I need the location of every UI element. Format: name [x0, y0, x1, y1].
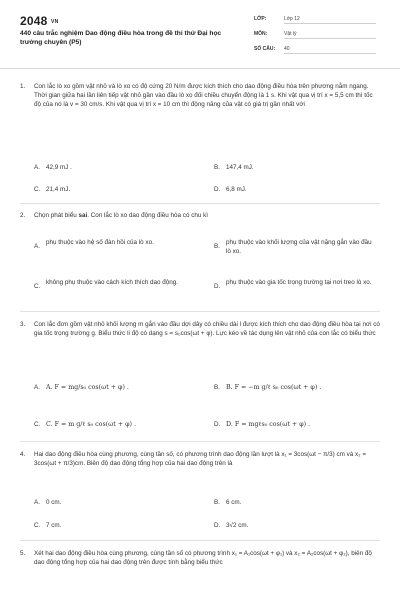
question-text-emphasis: sai [78, 212, 88, 219]
question-number: 4. [20, 451, 26, 458]
meta-label: SỐ CÂU: [254, 46, 276, 52]
option-3a[interactable] [34, 383, 209, 392]
option-letter: B. [214, 243, 220, 250]
question-number: 5. [20, 550, 26, 557]
question-2 [20, 211, 380, 220]
question-4 [20, 450, 380, 468]
option-1a[interactable] [34, 163, 194, 172]
document-title: 440 câu trắc nghiệm Dao động điều hòa trong đề thi thử Đại học trường chuyên (P5) [20, 30, 222, 46]
option-letter: A. [34, 243, 40, 250]
option-letter: B. [214, 164, 220, 171]
option-2d[interactable] [214, 278, 374, 290]
option-letter: D. [214, 522, 221, 529]
question-text [34, 211, 380, 220]
meta-label: MÔN: [254, 31, 268, 37]
question-5 [20, 549, 380, 567]
option-text: 6,8 mJ. [226, 186, 247, 193]
option-1b[interactable] [214, 163, 374, 172]
page-header [0, 0, 400, 69]
divider [20, 311, 380, 312]
option-formula: D. F = mgℓs₀ cos(ωt + φ) . [226, 421, 311, 428]
option-text: phụ thuộc vào hệ số đàn hồi của lò xo. [46, 239, 154, 246]
option-text: 21,4 mJ. [46, 186, 71, 193]
option-4b[interactable] [214, 498, 374, 507]
option-text: 42,9 mJ . [46, 164, 72, 171]
option-text: 147,4 mJ. [226, 164, 254, 171]
site-logo[interactable] [20, 14, 58, 28]
divider [20, 203, 380, 204]
option-letter: B. [214, 499, 220, 506]
option-text: 6 cm. [226, 499, 242, 506]
question-text-part: . Con lắc lò xo dao động điều hòa có chu kì [87, 212, 209, 219]
option-letter: D. [214, 186, 221, 193]
option-3d[interactable] [214, 420, 389, 429]
option-1d[interactable] [214, 185, 374, 194]
option-4d[interactable] [214, 521, 374, 530]
question-number: 3. [20, 321, 26, 328]
option-text: phụ thuộc vào khối lượng của vật nặng gắn vào đầu lò xo. [226, 239, 372, 256]
meta-value: 40 [284, 46, 376, 54]
option-formula: C. F = m g/ℓ s₀ cos(ωt + φ) . [46, 421, 136, 428]
brand-suffix: VN [51, 18, 59, 25]
question-3 [20, 320, 380, 338]
option-text: 3√2 cm. [226, 522, 249, 529]
question-text-part: Chọn phát biểu [34, 212, 79, 219]
option-2c[interactable] [34, 278, 194, 290]
meta-value: Lớp 12 [284, 16, 376, 24]
option-letter: D. [214, 421, 221, 428]
meta-value: Vật lý [284, 31, 376, 39]
option-letter: A. [34, 499, 40, 506]
divider [20, 540, 380, 541]
option-2a[interactable] [34, 238, 194, 250]
option-4a[interactable] [34, 498, 194, 507]
brand-text: 2048 [20, 14, 48, 28]
question-text: Con lắc đơn gồm vật nhỏ khối lượng m gắn vào đầu dợi dây có chiều dài l được kích thích cho dao động điều hòa tại nơi có gia tốc trọng trường g. Biểu thức li độ có dạng s = s₀cos(ωt + φ). Lực kéo về tác dụng lên vật nhỏ của con lắc có biểu thức [34, 321, 380, 338]
question-text: Con lắc lò xo gồm vật nhỏ và lò xo có độ cứng 20 N/m được kích thích cho dao động điều hòa trên phương nằm ngang. Thời gian giữa hai lần liên tiếp vật nhỏ gần vào đầu lò xo đối chiều chuyển động là 1 s. Khi vật qua vị trí x = 5,5 cm thì tốc độ của nó là v = 30 cm/s. Khi vật qua vị trí x = 10 cm thì động năng của vật có giá trị gần nhất với [34, 83, 373, 109]
option-text: phụ thuộc vào gia tốc trọng trường tại nơi treo lò xo. [226, 279, 372, 286]
option-letter: C. [34, 522, 41, 529]
meta-subject [254, 31, 376, 39]
question-text: Xét hai dao động điều hòa cùng phương, cùng tần số có phương trình x₁ = A₁cos(ωt + φ₁) và x₂ = A₂cos(ωt + φ₂), biên độ dao động tổng hợp của hai dao động trên được tính bằng biểu thức [34, 550, 372, 567]
option-letter: C. [34, 421, 41, 428]
option-formula: A. F = mg/s₀ cos(ωt + φ) . [46, 384, 129, 391]
option-text: 0 cm. [46, 499, 62, 506]
option-letter: D. [214, 283, 221, 290]
question-number: 2. [20, 212, 26, 219]
option-2b[interactable] [214, 238, 374, 256]
meta-class [254, 16, 376, 24]
option-text: không phụ thuộc vào cách kích thích dao động. [46, 279, 178, 286]
question-text: Hai dao động điều hòa cùng phương, cùng tần số, có phương trình dao động lần lượt là x₁ = 3cos(ωt − π/3) cm và x₂ = 3cos(ωt + π/3)cm. Biên độ dao động tổng hợp của hai dao động trên là [34, 451, 367, 468]
option-letter: C. [34, 186, 41, 193]
option-letter: A. [34, 384, 40, 391]
option-3c[interactable] [34, 420, 209, 429]
option-4c[interactable] [34, 521, 194, 530]
option-letter: B. [214, 384, 220, 391]
option-1c[interactable] [34, 185, 194, 194]
option-letter: A. [34, 164, 40, 171]
question-number: 1. [20, 83, 26, 90]
question-1 [20, 82, 380, 110]
option-text: 7 cm. [46, 522, 62, 529]
meta-count [254, 46, 376, 54]
divider [20, 441, 380, 442]
option-letter: C. [34, 283, 41, 290]
option-formula: B. F = −m g/ℓ s₀ cos(ωt + φ) . [226, 384, 322, 391]
option-3b[interactable] [214, 383, 389, 392]
meta-label: LỚP: [254, 16, 267, 22]
